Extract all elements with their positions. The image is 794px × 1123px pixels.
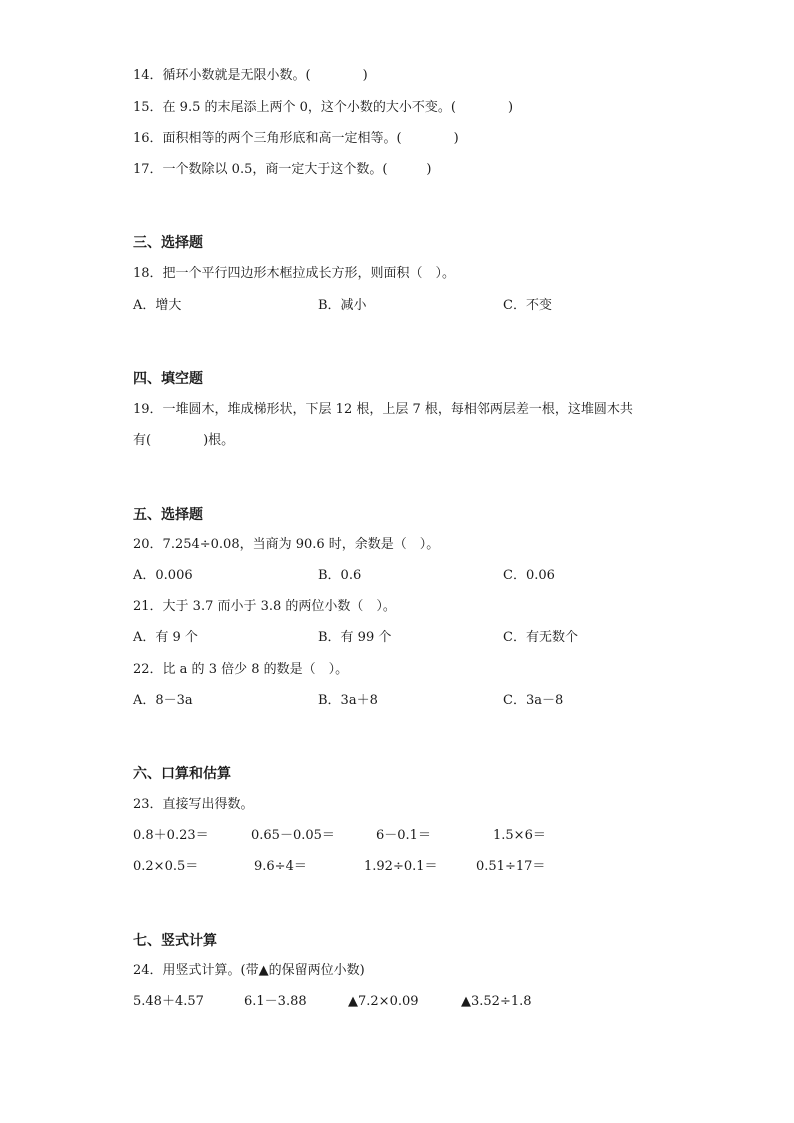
question-15: 15．在 9.5 的末尾添上两个 0，这个小数的大小不变。( )	[133, 100, 514, 115]
calc-r2c3: 1.92÷0.1＝	[364, 859, 438, 874]
question-17: 17．一个数除以 0.5，商一定大于这个数。( )	[133, 162, 432, 177]
question-19-line1: 19．一堆圆木，堆成梯形状，下层 12 根，上层 7 根，每相邻两层差一根，这堆圆木共	[133, 402, 633, 417]
q20-option-b: B．0.6	[318, 568, 362, 583]
q22-option-b: B．3a＋8	[318, 693, 378, 708]
q20-option-a: A．0.006	[133, 568, 193, 583]
calc-r1c1: 0.8＋0.23＝	[133, 828, 209, 843]
calc-r1c3: 6－0.1＝	[376, 828, 431, 843]
section-heading-5: 五、选择题	[133, 507, 203, 523]
vcalc-4: ▲3.52÷1.8	[461, 994, 532, 1009]
q22-option-a: A．8－3a	[133, 693, 193, 708]
section-heading-6: 六、口算和估算	[133, 766, 231, 782]
question-23: 23．直接写出得数。	[133, 797, 254, 812]
question-24: 24．用竖式计算。(带▲的保留两位小数)	[133, 963, 365, 978]
question-22: 22．比 a 的 3 倍少 8 的数是（ ）。	[133, 662, 349, 677]
question-19-line2: 有( )根。	[133, 433, 235, 448]
vcalc-2: 6.1－3.88	[244, 994, 307, 1009]
q21-option-c: C．有无数个	[503, 630, 578, 645]
section-heading-3: 三、选择题	[133, 235, 203, 251]
q18-option-a: A．增大	[133, 298, 182, 313]
q21-option-b: B．有 99 个	[318, 630, 392, 645]
vcalc-3: ▲7.2×0.09	[348, 994, 419, 1009]
question-21: 21．大于 3.7 而小于 3.8 的两位小数（ ）。	[133, 599, 396, 614]
calc-r2c4: 0.51÷17＝	[476, 859, 546, 874]
question-14: 14．循环小数就是无限小数。( )	[133, 68, 368, 83]
calc-r1c4: 1.5×6＝	[493, 828, 546, 843]
q18-option-c: C．不变	[503, 298, 552, 313]
question-16: 16．面积相等的两个三角形底和高一定相等。( )	[133, 131, 459, 146]
q18-option-b: B．减小	[318, 298, 367, 313]
calc-r1c2: 0.65－0.05＝	[251, 828, 335, 843]
vcalc-1: 5.48＋4.57	[133, 994, 204, 1009]
question-18: 18．把一个平行四边形木框拉成长方形，则面积（ ）。	[133, 266, 456, 281]
q20-option-c: C．0.06	[503, 568, 555, 583]
calc-r2c2: 9.6÷4＝	[254, 859, 307, 874]
section-heading-4: 四、填空题	[133, 371, 203, 387]
section-heading-7: 七、竖式计算	[133, 933, 217, 949]
calc-r2c1: 0.2×0.5＝	[133, 859, 199, 874]
question-20: 20．7.254÷0.08，当商为 90.6 时，余数是（ ）。	[133, 537, 440, 552]
q22-option-c: C．3a－8	[503, 693, 564, 708]
q21-option-a: A．有 9 个	[133, 630, 198, 645]
